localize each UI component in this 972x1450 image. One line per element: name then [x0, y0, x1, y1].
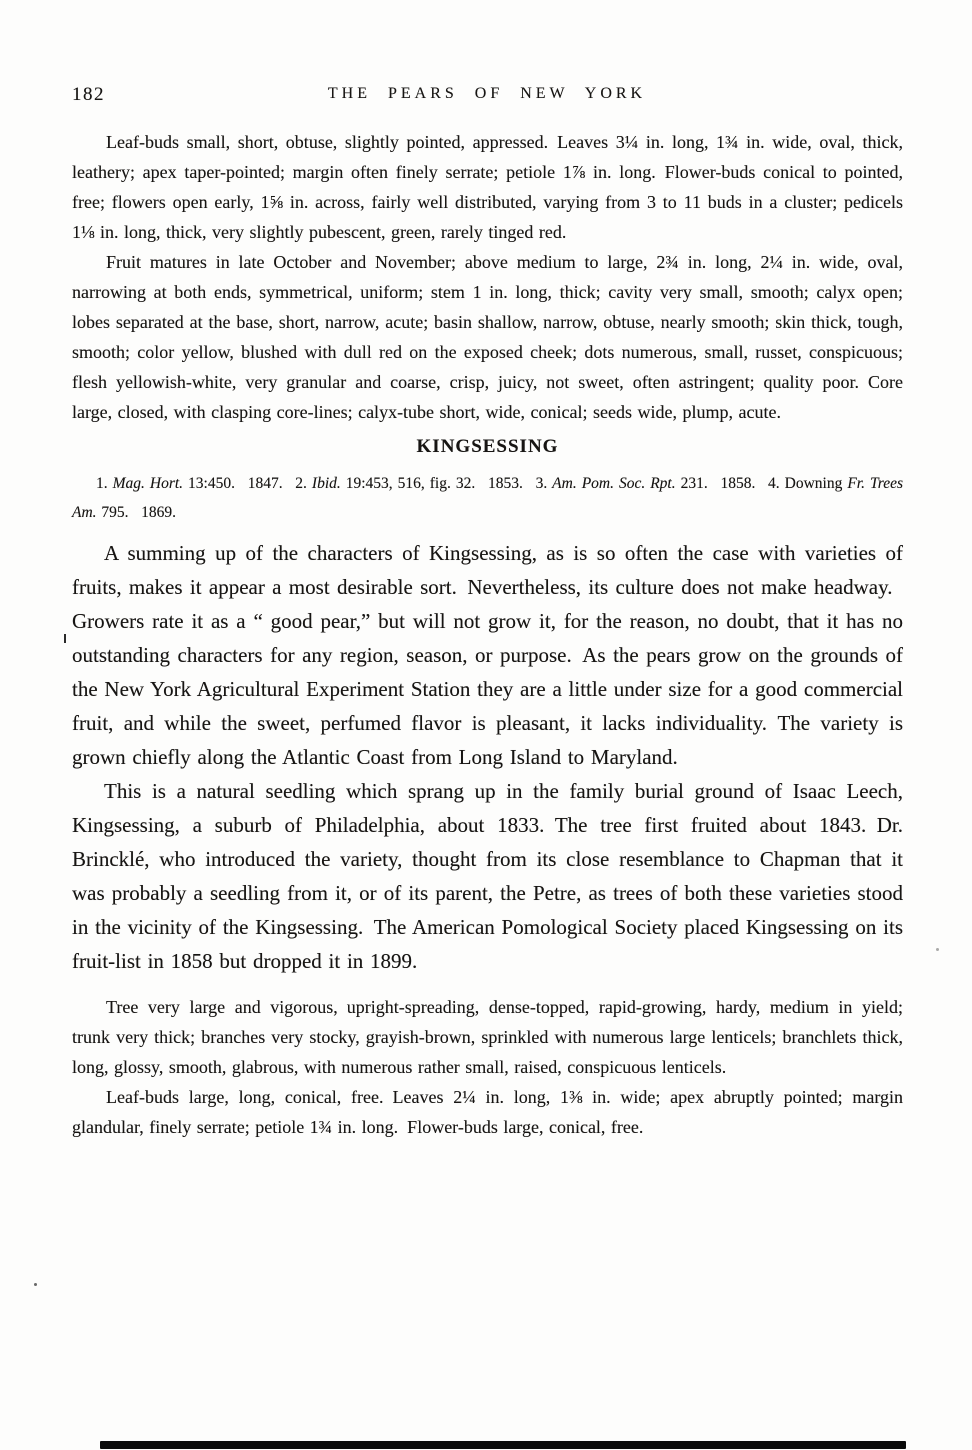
paragraph-leaf-buds-top: Leaf-buds small, short, obtuse, slightly pointed, appressed. Leaves 3¼ in. long, 1¾ in. wide, oval, thick, leathery; apex taper-pointed; margin often finely serrate; petiole 1⅞ in. long. Flower-buds conical to pointed, free; flowers open early, 1⅝ in. across, fairly well distributed, varying from 3 to 11 buds in a cluster; pedicels 1⅛ in. long, thick, very slightly pubescent, green, rarely tinged red. [72, 132, 903, 242]
paragraph-leaf-buds-bottom: Leaf-buds large, long, conical, free. Leaves 2¼ in. long, 1⅜ in. wide; apex abruptly pointed; margin glandular, finely serrate; petiole 1¾ in. long. Flower-buds large, conical, free. [72, 1087, 903, 1137]
paragraph-fruit: Fruit matures in late October and November; above medium to large, 2¾ in. long, 2¼ in. wide, oval, narrowing at both ends, symmetrical, uniform; stem 1 in. long, thick; cavity very small, smooth; calyx open; lobes separated at the base, short, narrow, acute; basin shallow, narrow, obtuse, nearly smooth; skin thick, tough, smooth; color yellow, blushed with dull red on the exposed cheek; dots numerous, small, russet, conspicuous; flesh yellowish-white, very granular and coarse, crisp, juicy, not sweet, often astringent; quality poor. Core large, closed, with clasping core-lines; calyx-tube short, wide, conical; seeds wide, plump, acute. [72, 252, 903, 422]
paragraph-tree: Tree very large and vigorous, upright-spreading, dense-topped, rapid-growing, hardy, medium in yield; trunk very thick; branches very stocky, grayish-brown, sprinkled with numerous large lenticels; branchlets thick, long, glossy, smooth, glabrous, with numerous rather small, raised, conspicuous lenticels. [72, 997, 903, 1077]
text-column [72, 127, 903, 1142]
running-title: THE PEARS OF NEW YORK [327, 85, 647, 102]
scan-speck [64, 634, 66, 643]
running-head [72, 84, 902, 108]
scan-speck [936, 948, 939, 951]
scan-speck [34, 1283, 37, 1286]
page-number: 182 [72, 84, 105, 105]
scan-artifact-bar [100, 1441, 906, 1449]
paragraph-discussion-1: A summing up of the characters of Kingsessing, as is so often the case with varieties of fruits, makes it appear a most desirable sort. Nevertheless, its culture does not make headway. Growers rate it as a “ good pear,” but will not grow it, for the reason, no doubt, that it has no outstanding characters for any region, season, or purpose. As the pears grow on the grounds of the New York Agricultural Experiment Station they are a little under size for a good commercial fruit, and while the sweet, perfumed flavor is pleasant, it lacks individuality. The variety is grown chiefly along the Atlantic Coast from Long Island to Maryland. [72, 541, 903, 769]
variety-heading: KINGSESSING [416, 436, 559, 457]
citation-list: 1. Mag. Hort. 13:450. 1847. 2. Ibid. 19:453, 516, fig. 32. 1853. 3. Am. Pom. Soc. Rpt. 231. 1858. 4. Downing Fr. Trees Am. 795. 1869. [72, 475, 903, 521]
paragraph-discussion-2: This is a natural seedling which sprang up in the family burial ground of Isaac Leech, Kingsessing, a suburb of Philadelphia, about 1833. The tree first fruited about 1843. Dr. Brincklé, who introduced the variety, thought from its close resemblance to Chapman that it was probably a seedling from it, or of its parent, the Petre, as trees of both these varieties stood in the vicinity of the Kingsessing. The American Pomological Society placed Kingsessing on its fruit-list in 1858 but dropped it in 1899. [72, 779, 903, 973]
